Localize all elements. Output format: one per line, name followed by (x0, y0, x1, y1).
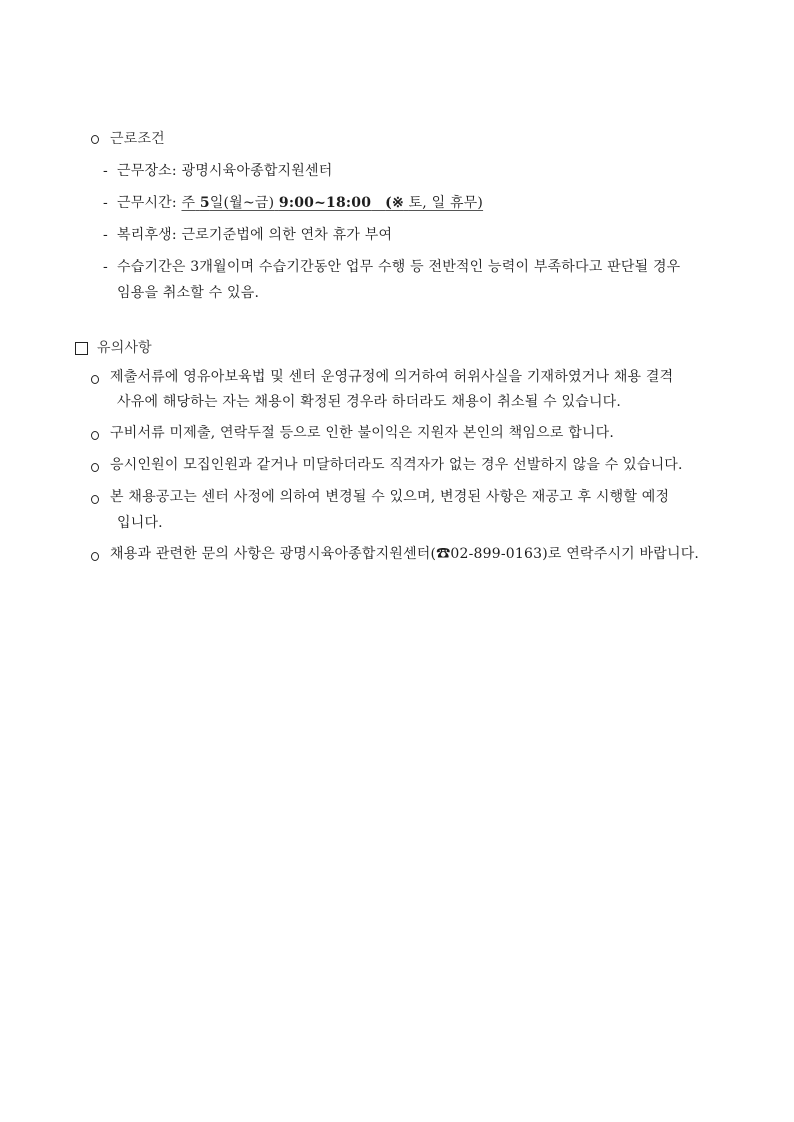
condition-label: 근무시간: (117, 195, 177, 211)
circle-bullet-icon (91, 495, 99, 504)
note-item-line: 사유에 해당하는 자는 채용이 확정된 경우라 하더라도 채용이 취소될 수 있습니다. (117, 394, 622, 410)
condition-label: 근무장소: (117, 163, 177, 179)
condition-label: 복리후생: (117, 227, 177, 243)
section-heading-notes: 유의사항 (97, 340, 152, 356)
note-item-line: 구비서류 미제출, 연락두절 등으로 인한 불이익은 지원자 본인의 책임으로 합니다. (110, 425, 615, 441)
condition-workplace (117, 162, 332, 180)
note-item-contact (110, 545, 699, 563)
contact-phone: ☎02-899-0163 (436, 546, 543, 562)
circle-bullet-icon (91, 463, 99, 472)
note-item-line: 응시인원이 모집인원과 같거나 미달하더라도 직격자가 없는 경우 선발하지 않을 수 있습니다. (110, 457, 683, 473)
condition-value: 광명시육아종합지원센터 (181, 163, 333, 179)
worktime-note-open: ( (385, 195, 392, 211)
contact-text: )로 연락주시기 바랍니다. (542, 546, 700, 562)
note-item-line: 본 채용공고는 센터 사정에 의하여 변경될 수 있으며, 변경된 사항은 재공고 후 시행할 예정 (110, 489, 670, 505)
worktime-days-number: 5 (199, 195, 210, 211)
worktime-prefix: 주 (181, 195, 196, 211)
condition-probation-line2: 임용을 취소할 수 있음. (117, 285, 260, 301)
square-bullet-icon (75, 342, 88, 355)
condition-dash: - (103, 259, 108, 275)
circle-bullet-icon (91, 375, 99, 384)
circle-bullet-icon (91, 552, 99, 561)
reference-mark-icon: ※ (391, 195, 404, 211)
condition-dash: - (103, 195, 108, 211)
condition-benefits (117, 226, 392, 244)
worktime-hours: 9:00~18:00 (278, 195, 372, 211)
condition-worktime (117, 194, 483, 212)
circle-bullet-icon (91, 135, 99, 144)
note-item-line: 제출서류에 영유아보육법 및 센터 운영규정에 의거하여 허위사실을 기재하였거나 채용 결격 (110, 369, 674, 385)
condition-dash: - (103, 163, 108, 179)
condition-value: 근로기준법에 의한 연차 휴가 부여 (181, 227, 393, 243)
condition-dash: - (103, 227, 108, 243)
note-item-line: 입니다. (117, 515, 163, 531)
condition-probation-line1: 수습기간은 3개월이며 수습기간동안 업무 수행 등 전반적인 능력이 부족하다고 판단될 경우 (117, 259, 681, 275)
section-heading-conditions: 근로조건 (110, 131, 165, 147)
contact-text: 채용과 관련한 문의 사항은 광명시육아종합지원센터( (110, 546, 437, 562)
circle-bullet-icon (91, 431, 99, 440)
worktime-note: 토, 일 휴무) (408, 195, 484, 211)
worktime-days: 일(월~금) (209, 195, 275, 211)
worktime-value (181, 195, 483, 211)
